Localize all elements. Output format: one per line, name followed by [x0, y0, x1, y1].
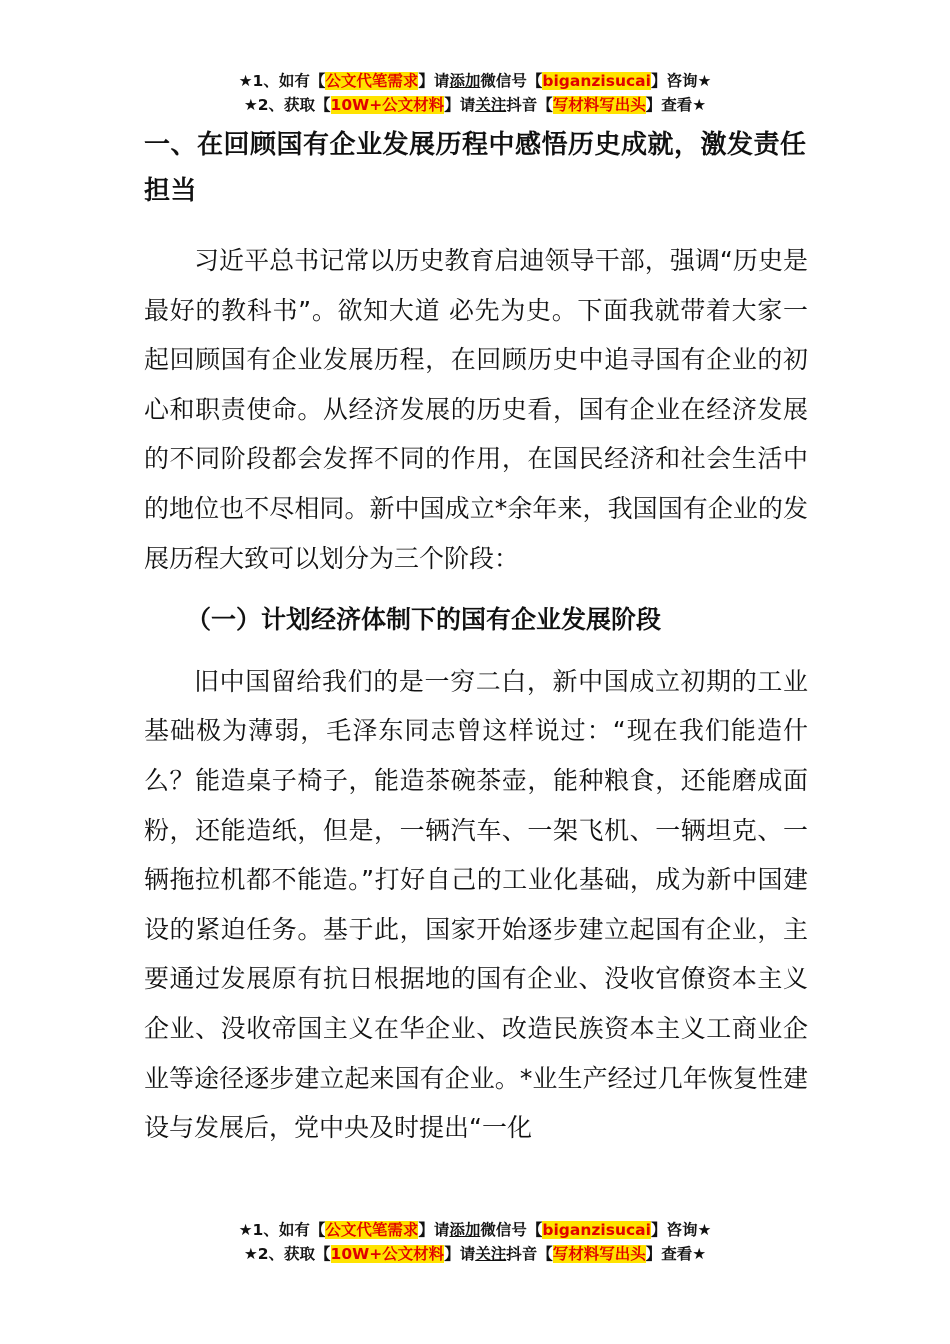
- highlight-service: 公文代笔需求: [325, 72, 419, 90]
- bottom-banner: [0, 1218, 950, 1266]
- highlight-materials: 10W+公文材料: [330, 96, 445, 114]
- banner-line-2-bottom: ★2、获取【10W+公文材料】请关注抖音【写材料写出头】查看★: [243, 1245, 707, 1263]
- banner-line-1: ★1、如有【公文代笔需求】请添加微信号【biganzisucai】咨询★: [238, 72, 712, 90]
- paragraph-2: 旧中国留给我们的是一穷二白，新中国成立初期的工业基础极为薄弱，毛泽东同志曾这样说过：“现在我们能造什么？能造桌子椅子，能造茶碗茶壶，能种粮食，还能磨成面粉，还能造纸，但是，一辆汽车、一架飞机、一辆坦克、一辆拖拉机都不能造。”打好自己的工业化基础，成为新中国建设的紧迫任务。基于此，国家开始逐步建立起国有企业，主要通过发展原有抗日根据地的国有企业、没收官僚资本主义企业、没收帝国主义在华企业、改造民族资本主义工商业企业等途径逐步建立起来国有企业。*业生产经过几年恢复性建设与发展后，党中央及时提出“一化: [144, 666, 808, 1143]
- banner-line-1-bottom: ★1、如有【公文代笔需求】请添加微信号【biganzisucai】咨询★: [238, 1221, 712, 1239]
- document-body: [144, 122, 808, 1153]
- top-banner: [0, 69, 950, 117]
- paragraph-1: 习近平总书记常以历史教育启迪领导干部，强调“历史是最好的教科书”。欲知大道 必先为史。下面我就带着大家一起回顾国有企业发展历程，在回顾历史中追寻国有企业的初心和职责使命。从经济发展的历史看，国有企业在经济发展的不同阶段都会发挥不同的作用，在国民经济和社会生活中的地位也不尽相同。新中国成立*余年来，我国国有企业的发展历程大致可以划分为三个阶段：: [144, 246, 808, 573]
- highlight-douyin: 写材料写出头: [552, 1245, 646, 1263]
- highlight-wechat-id: biganzisucai: [542, 72, 651, 90]
- highlight-materials: 10W+公文材料: [330, 1245, 445, 1263]
- highlight-service: 公文代笔需求: [325, 1221, 419, 1239]
- section-heading: 一、在回顾国有企业发展历程中感悟历史成就，激发责任担当: [144, 130, 807, 206]
- highlight-douyin: 写材料写出头: [552, 96, 646, 114]
- banner-line-2: ★2、获取【10W+公文材料】请关注抖音【写材料写出头】查看★: [243, 96, 707, 114]
- highlight-wechat-id: biganzisucai: [542, 1221, 651, 1239]
- subsection-heading: （一）计划经济体制下的国有企业发展阶段: [186, 605, 662, 635]
